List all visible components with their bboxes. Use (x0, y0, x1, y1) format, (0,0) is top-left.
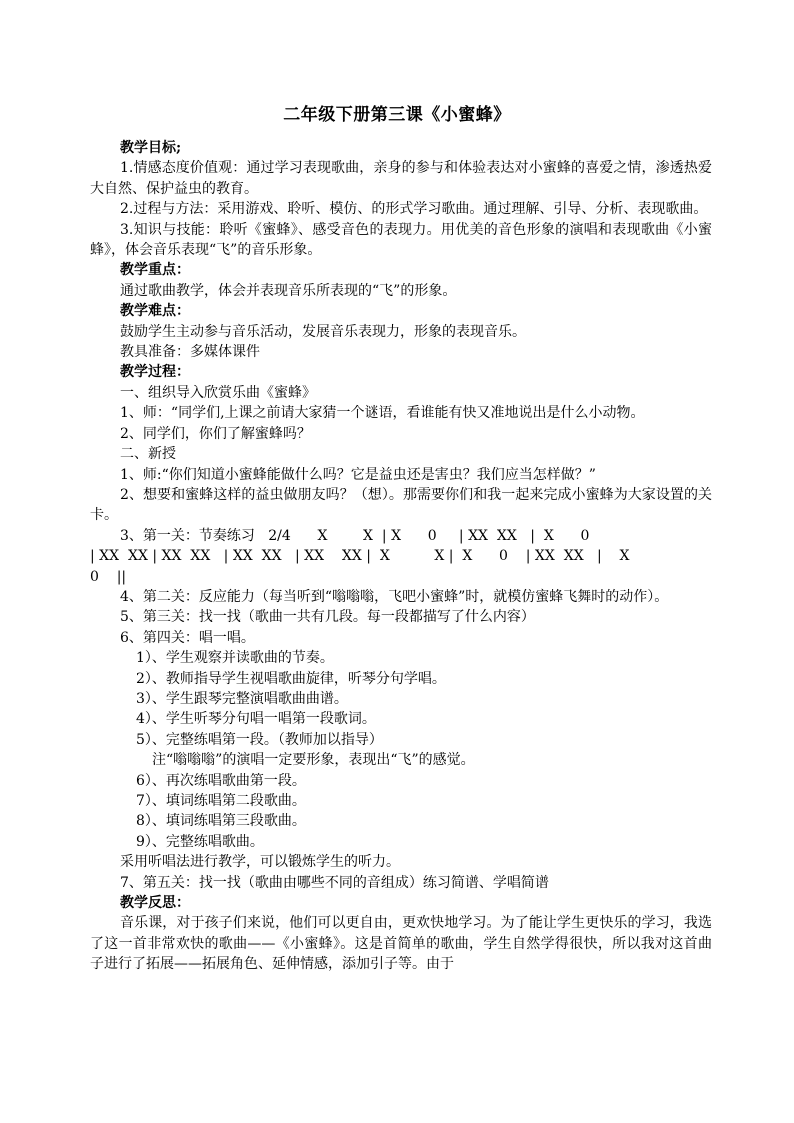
paragraph: 1、师:“你们知道小蜜蜂能做什么吗？它是益虫还是害虫？我们应当怎样做？” (120, 466, 596, 483)
paragraph: 3.知识与技能：聆听《蜜蜂》、感受音色的表现力。用优美的音色形象的演唱和表现歌曲《小蜜蜂》，体会音乐表现“飞”的音乐形象。 (90, 221, 712, 259)
paragraph: 2）、教师指导学生视唱歌曲旋律，听琴分句学唱。 (136, 670, 446, 687)
paragraph: 1、师：“同学们,上课之前请大家猜一个谜语，看谁能有快又准地说出是什么小动物。 (120, 405, 645, 422)
section-heading: 教学重点： (120, 262, 190, 279)
paragraph: 通过歌曲教学，体会并表现音乐所表现的“飞”的形象。 (120, 282, 457, 299)
paragraph: | XX XX | XX XX | XX XX | XX XX | X X | X 0 | XX XX | X (90, 548, 630, 565)
paragraph: 3）、学生跟琴完整演唱歌曲曲谱。 (136, 690, 348, 707)
paragraph: 9）、完整练唱歌曲。 (136, 833, 264, 850)
paragraph: 二、新授 (120, 446, 176, 463)
paragraph: 注“嗡嗡嗡”的演唱一定要形象，表现出“飞”的感觉。 (152, 752, 475, 769)
paragraph: 6）、再次练唱歌曲第一段。 (136, 772, 306, 789)
paragraph: 6、第四关：唱一唱。 (120, 629, 255, 646)
document-title: 二年级下册第三课《小蜜蜂》 (283, 105, 511, 125)
section-heading: 教学过程： (120, 364, 190, 381)
paragraph: 5）、完整练唱第一段。（教师加以指导） (136, 731, 383, 748)
paragraph: 7）、填词练唱第二段歌曲。 (136, 793, 306, 809)
section-heading: 教学目标; (120, 140, 182, 156)
paragraph: 1）、学生观察并读歌曲的节奏。 (136, 650, 334, 667)
section-heading: 教学难点： (120, 303, 190, 320)
document-body (90, 138, 712, 975)
paragraph: 4）、学生听琴分句唱一唱第一段歌词。 (136, 711, 376, 728)
paragraph: 2.过程与方法：采用游戏、聆听、模仿、的形式学习歌曲。通过理解、引导、分析、表现歌曲。 (120, 201, 708, 218)
paragraph: 2、同学们，你们了解蜜蜂吗？ (120, 425, 311, 442)
paragraph: 4、第二关：反应能力（每当听到“嗡嗡嗡，飞吧小蜜蜂”时，就模仿蜜蜂飞舞时的动作）。 (120, 588, 669, 605)
paragraph: 鼓励学生主动参与音乐活动，发展音乐表现力，形象的表现音乐。 (120, 323, 526, 340)
paragraph: 一、组织导入欣赏乐曲《蜜蜂》 (120, 384, 316, 401)
paragraph: 教具准备：多媒体课件 (120, 344, 260, 361)
paragraph: 2、想要和蜜蜂这样的益虫做朋友吗？（想）。那需要你们和我一起来完成小蜜蜂为大家设置的关卡。 (90, 486, 712, 524)
paragraph: 7、第五关：找一找（歌曲由哪些不同的音组成）练习简谱、学唱简谱 (120, 874, 549, 891)
section-heading: 教学反思： (120, 895, 190, 912)
paragraph: 5、第三关：找一找（歌曲一共有几段。每一段都描写了什么内容） (120, 609, 535, 626)
paragraph: 音乐课，对于孩子们来说，他们可以更自由，更欢快地学习。为了能让学生更快乐的学习，我选了这一首非常欢快的歌曲——《小蜜蜂》。这是首简单的歌曲，学生自然学得很快，所以我对这首曲子进行了拓展——拓展角色、延伸情感，添加引子等。由于 (90, 915, 712, 973)
paragraph: 1.情感态度价值观：通过学习表现歌曲，亲身的参与和体验表达对小蜜蜂的喜爱之情，渗透热爱大自然、保护益虫的教育。 (90, 160, 712, 197)
paragraph: 3、第一关：节奏练习 2/4 X X | X 0 | XX XX | X 0 (120, 527, 590, 544)
paragraph: 采用听唱法进行教学，可以锻炼学生的听力。 (120, 854, 400, 871)
paragraph: 0 || (90, 568, 127, 585)
paragraph: 8）、填词练唱第三段歌曲。 (136, 813, 306, 830)
